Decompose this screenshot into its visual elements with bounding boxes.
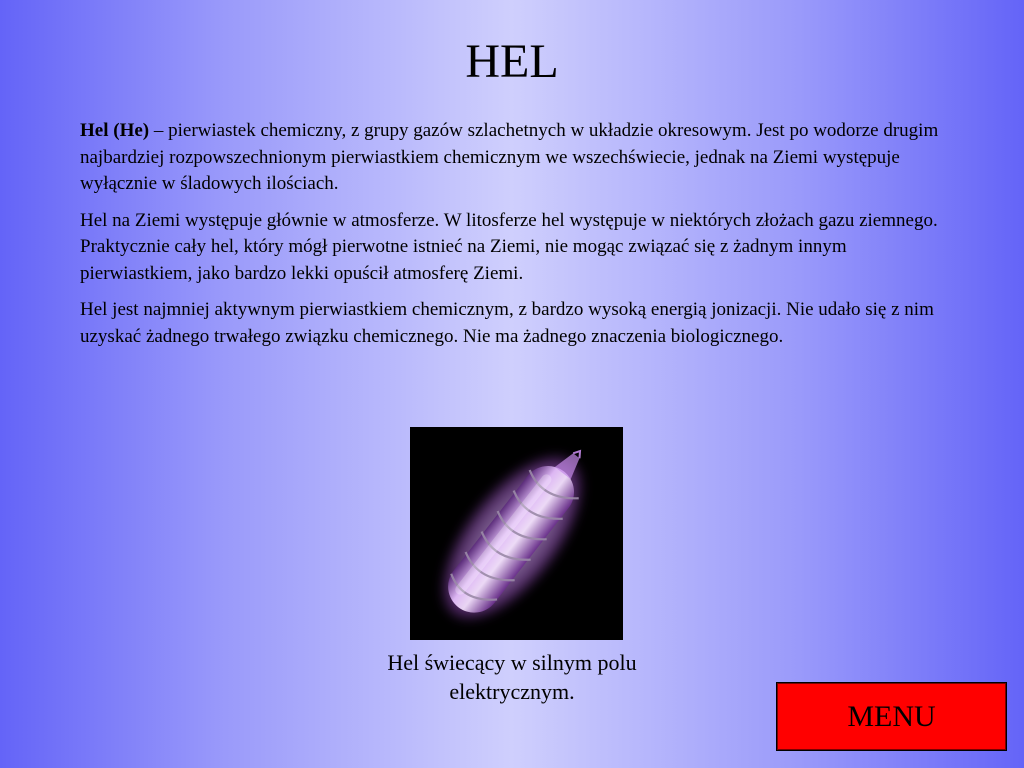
menu-button[interactable]: MENU	[776, 682, 1007, 751]
paragraph-reactivity: Hel jest najmniej aktywnym pierwiastkiem chemicznym, z bardzo wysoką energią jonizacji. Nie udało się z nim uzyskać żadnego trwałego związku chemicznego. Nie ma żadnego znaczenia biologicznego.	[80, 299, 934, 347]
slide-title: HEL	[465, 35, 559, 88]
paragraph-definition	[80, 118, 960, 198]
paragraph-occurrence: Hel na Ziemi występuje głównie w atmosferze. W litosferze hel występuje w niektórych złożach gazu ziemnego. Praktycznie cały hel, który mógł pierwotne istnieć na Ziemi, nie mogąc związać się z żadnym innym pierwiastkiem, jako bardzo lekki opuścił atmosferę Ziemi.	[80, 209, 938, 284]
image-caption: Hel świecący w silnym polu elektrycznym.	[387, 650, 637, 704]
helium-tube-photo	[410, 427, 623, 640]
helium-tube-drawing	[410, 427, 623, 640]
paragraph-definition-text: – pierwiastek chemiczny, z grupy gazów szlachetnych w układzie okresowym. Jest po wodorze drugim najbardziej rozpowszechnionym pierwiastkiem chemicznym we wszechświecie, jednak na Ziemi występuje wyłącznie w śladowych ilościach.	[80, 120, 939, 194]
element-name-bold: Hel (He)	[80, 120, 150, 141]
slide-body	[80, 118, 960, 360]
